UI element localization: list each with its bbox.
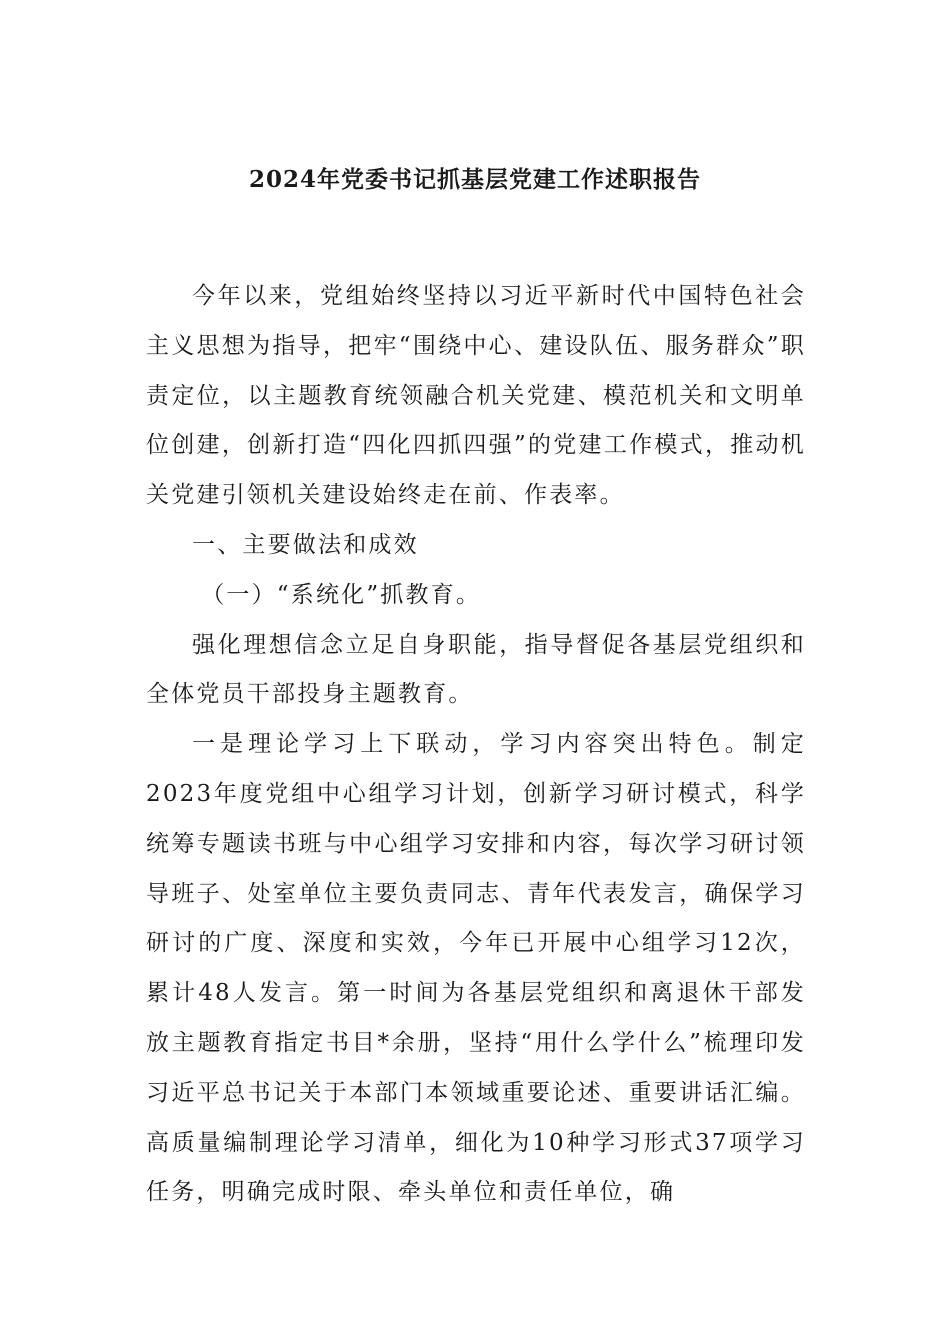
document-body [146, 272, 806, 1218]
document-title: 2024年党委书记抓基层党建工作述职报告 [248, 166, 701, 193]
subsection-heading: （一）“系统化”抓教育。 [201, 581, 482, 608]
section-heading: 一、主要做法和成效 [192, 531, 419, 558]
paragraph-intro: 今年以来，党组始终坚持以习近平新时代中国特色社会主义思想为指导，把牢“围绕中心、建设队伍、服务群众”职责定位，以主题教育统领融合机关党建、模范机关和文明单位创建，创新打造“四化四抓四强”的党建工作模式，推动机关党建引领机关建设始终走在前、作表率。 [146, 283, 806, 509]
paragraph-education: 强化理想信念立足自身职能，指导督促各基层党组织和全体党员干部投身主题教育。 [146, 631, 806, 708]
paragraph-theory-study: 一是理论学习上下联动，学习内容突出特色。制定2023年度党组中心组学习计划，创新学习研讨模式，科学统筹专题读书班与中心组学习安排和内容，每次学习研讨领导班子、处室单位主要负责同志、青年代表发言，确保学习研讨的广度、深度和实效，今年已开展中心组学习12次，累计48人发言。第一时间为各基层党组织和离退休干部发放主题教育指定书目*余册，坚持“用什么学什么”梳理印发习近平总书记关于本部门本领域重要论述、重要讲话汇编。高质量编制理论学习清单，细化为10种学习形式37项学习任务，明确完成时限、牵头单位和责任单位，确 [146, 731, 806, 1206]
